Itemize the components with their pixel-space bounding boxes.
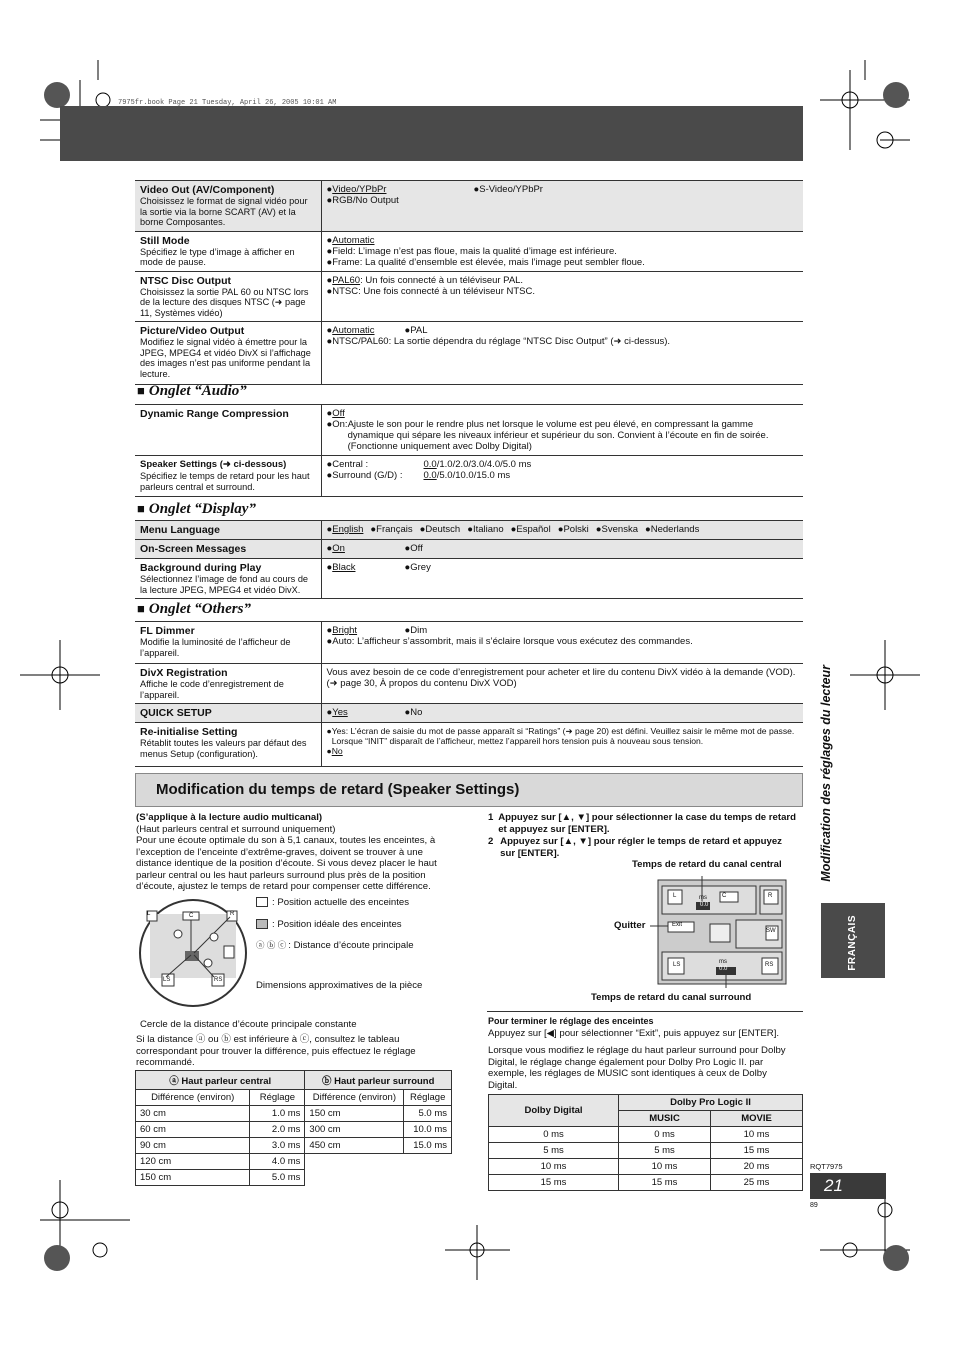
option[interactable]: Nederlands — [650, 524, 700, 535]
section-title: Modification du temps de retard (Speaker Settings) — [135, 773, 803, 807]
option-text: Ajuste le son pour le rendre plus net lorsque le volume est peu élevé, en compressant la gamme dynamique qui sépare les niveaux inférieur et supérieur du son. Convient à l’écoute en fin de soirée. (Fonctionne uniquement avec Dolby Digital) — [347, 419, 769, 452]
option[interactable]: Dim — [410, 625, 428, 636]
option-label: Central : — [332, 459, 369, 470]
table-row: 60 cm 2.0 ms 300 cm 10.0 ms — [136, 1122, 452, 1138]
option-default[interactable]: English — [332, 524, 364, 535]
setting-name: On-Screen Messages — [140, 543, 247, 555]
delay-difference-table — [135, 1070, 452, 1186]
option-text: : Un fois connecté à un téléviseur PAL. — [360, 274, 524, 286]
others-settings-table: FL Dimmer Modifie la luminosité de l’afficheur de l’appareil. ●Bright ●Dim ●Auto: L’afficheur s’assombrit, mais il s’éclaire lorsque vous exécutez des commandes. DivX Registration Affiche le code d’enregistrement de l’appareil. Vous avez besoin de ce code d’enregistrement pour acheter et lire du contenu DivX vidéo à la demande (VOD). (➜ page 30, À propos du contenu DivX VOD) QUICK SETUP ●Yes ●No Re-initialise Setting Rétablit toutes les valeurs par défaut des menus Setup (configuration). ● Yes: L’écran de saisie du mot de passe apparaît si “Ratings” (➜ page 20) est défini. Veuillez saisir le même mot de passe. Lorsque “INIT” disparaît de l’afficheur, mettez l’appareil hors tension puis à nouveau sous tension. ●No — [135, 621, 803, 767]
option-default[interactable]: Black — [332, 562, 356, 573]
central-delay-value[interactable]: 0.0 — [700, 902, 709, 908]
model-number: RQT7975 — [810, 1162, 843, 1171]
setting-name: Picture/Video Output — [140, 325, 245, 337]
table-subheader: Différence (environ) — [136, 1090, 250, 1106]
setting-name: Menu Language — [140, 524, 220, 536]
option[interactable]: Field: L’image n’est pas floue, mais la qualité d’image est inférieure. — [332, 245, 617, 257]
setting-desc: Modifie la luminosité de l’afficheur de l’appareil. — [140, 637, 291, 658]
setting-name: DivX Registration — [140, 667, 228, 679]
diagram-label: L — [147, 911, 151, 917]
option-default[interactable]: Video/YPbPr — [332, 184, 387, 195]
option[interactable]: Français — [376, 524, 413, 535]
screen-label-ms: ms — [699, 895, 707, 901]
audio-settings-table: Dynamic Range Compression ●Off ● On: Ajuste le son pour le rendre plus net lorsque le volume est peu élevé, en compressant la gamme dynamique qui sépare les niveaux inférieur et supérieur du son. Convient à l’écoute en fin de soirée. (Fonctionne uniquement avec Dolby Digital) Speaker Settings (➜ ci-dessous) Spécifiez le temps de retard pour les haut parleurs central et surround. ●Central : 0.0/1.0/2.0/3.0/4.0/5.0 ms ●Surround (G/D) : 0.0/5.0/10.0/15.0 ms — [135, 404, 803, 497]
setting-desc: Modifiez le signal vidéo à émettre pour la JPEG, MPEG4 et vidéo DivX si l’affichage des images n’est pas uniforme pendant la lecture. — [140, 337, 311, 379]
setting-name: Dynamic Range Compression — [140, 408, 289, 420]
book-line: 7975fr.book Page 21 Tuesday, April 26, 2005 10:01 AM — [118, 99, 337, 107]
setting-text: Vous avez besoin de ce code d’enregistrement pour acheter et lire du contenu DivX vidéo à la demande (VOD). (➜ page 30, À propos du contenu DivX VOD) — [326, 667, 796, 689]
option-values: /5.0/10.0/15.0 ms — [436, 470, 511, 481]
table-row: 150 cm 5.0 ms — [136, 1170, 452, 1186]
table-header: MUSIC — [619, 1111, 711, 1127]
central-delay-label: Temps de retard du canal central — [632, 859, 782, 870]
screen-label-c: C — [722, 893, 727, 899]
setting-desc: Spécifiez le type d’image à afficher en mode de pause. — [140, 246, 295, 267]
option[interactable]: RGB/No Output — [332, 195, 399, 206]
option-default[interactable]: On — [332, 543, 345, 554]
table-subheader: Réglage — [404, 1090, 452, 1106]
room-dimension-label: Dimensions approximatives de la pièce — [256, 980, 423, 991]
legend-ideal: : Position idéale des enceintes — [272, 919, 402, 930]
option[interactable]: PAL — [410, 325, 428, 336]
table-subheader: Différence (environ) — [305, 1090, 404, 1106]
option-default[interactable]: 0.0 — [423, 459, 437, 470]
table-header: Dolby Digital — [489, 1095, 619, 1127]
dolby-table — [488, 1094, 803, 1191]
intro-text — [136, 812, 454, 893]
diagram-label: RS — [214, 977, 223, 983]
display-heading: ■ Onglet “Display” — [137, 501, 256, 517]
exit-button[interactable]: Exit — [672, 922, 683, 928]
table-row: 120 cm 4.0 ms — [136, 1154, 452, 1170]
header-bar — [60, 106, 803, 161]
option-values: /1.0/2.0/3.0/4.0/5.0 ms — [436, 459, 532, 470]
option-default[interactable]: Automatic — [332, 234, 375, 246]
screen-label-ms: ms — [719, 959, 727, 965]
option[interactable]: Svenska — [601, 524, 638, 535]
option-default[interactable]: Yes — [332, 707, 348, 718]
table-subheader: Réglage — [250, 1090, 305, 1106]
small-page-number: 89 — [810, 1202, 818, 1209]
setting-name: QUICK SETUP — [140, 707, 212, 719]
option[interactable]: Español — [516, 524, 551, 535]
quit-label: Quitter — [614, 920, 646, 931]
setting-name: FL Dimmer — [140, 625, 195, 637]
table-row: 10 ms 10 ms 20 ms — [489, 1159, 803, 1175]
option-default[interactable]: PAL60 — [332, 274, 361, 286]
table-row: 30 cm 1.0 ms 150 cm 5.0 ms — [136, 1106, 452, 1122]
option[interactable]: Frame: La qualité d’ensemble est élevée, mais l’image peut sembler floue. — [332, 256, 645, 268]
setting-name: Video Out (AV/Component) — [140, 184, 275, 196]
option-default[interactable]: No — [331, 746, 343, 756]
option[interactable]: Yes: L’écran de saisie du mot de passe apparaît si “Ratings” (➜ page 20) est défini. Veuillez saisir le même mot de passe. Lorsque “INIT” disparaît de l’afficheur, mettez l’appareil hors tension puis à nouveau sous tension. — [331, 726, 795, 746]
step-2: 2 Appuyez sur [▲, ▼] pour régler le temps de retard et appuyez sur [ENTER]. — [488, 836, 782, 859]
screen-label-ls: LS — [673, 962, 681, 968]
setting-desc: Rétablit toutes les valeurs par défaut des menus Setup (configuration). — [140, 738, 307, 759]
legend: : Position actuelle des enceintes : Position idéale des enceintes ⓐ ⓑ ⓒ : Distance d’écoute principale — [256, 897, 414, 951]
table-header: Dolby Pro Logic II — [619, 1095, 803, 1111]
option[interactable]: Auto: L’afficheur s’assombrit, mais il s’éclaire lorsque vous exécutez des commandes. — [332, 636, 693, 647]
legend-distance: : Distance d’écoute principale — [288, 940, 414, 951]
surround-delay-value[interactable]: 0.0 — [719, 966, 728, 972]
option-default[interactable]: Bright — [332, 625, 358, 636]
distance-note: Si la distance ⓐ ou ⓑ est inférieure à ⓒ, consultez le tableau correspondant pour trouver la différence, puis effectuez le réglage recommandé. — [136, 1034, 416, 1068]
page-number: 21 — [810, 1173, 886, 1199]
table-row: 0 ms 0 ms 10 ms — [489, 1127, 803, 1143]
setting-desc: Choisissez le format de signal vidéo pour la sortie via la borne SCART (AV) et la borne Composantes. — [140, 196, 308, 227]
setting-name: Re-initialise Setting — [140, 726, 238, 738]
screen-label-l: L — [673, 893, 677, 899]
finish-block — [488, 1016, 803, 1039]
setting-name: NTSC Disc Output — [140, 274, 231, 287]
option[interactable]: Italiano — [472, 524, 504, 535]
setting-name: Still Mode — [140, 234, 190, 247]
intro-para: (Haut parleurs central et surround uniquement) Pour une écoute optimale du son à 5,1 canaux, toutes les enceintes, à l’exception de l’enceinte d’extrême-graves, doivent se trouver à une distance identique de la position d’écoute. Si vous devez placer le haut parleur central ou les haut parleurs surround plus près de la position d’écoute, ajustez le temps de retard pour compenser cette différence. — [136, 823, 437, 892]
table-header: ⓑ Haut parleur surround — [305, 1071, 452, 1090]
table-header: ⓐ Haut parleur central — [136, 1071, 305, 1090]
setting-name: Background during Play — [140, 562, 262, 574]
option-default[interactable]: 0.0 — [423, 470, 437, 481]
screen-label-rs: RS — [765, 962, 774, 968]
legend-current: : Position actuelle des enceintes — [272, 897, 410, 908]
option[interactable]: Off — [410, 543, 423, 554]
diagram-label: LS — [163, 977, 171, 983]
chapter-title-vertical: Modification des réglages du lecteur — [819, 665, 833, 882]
circle-label: Cercle de la distance d’écoute principale constante — [140, 1019, 357, 1030]
speaker-layout-diagram — [136, 895, 256, 1015]
setting-name: Speaker Settings (➜ ci-dessous) — [140, 459, 287, 470]
audio-heading: ■ Onglet “Audio” — [137, 383, 247, 399]
setting-desc: Choisissez la sortie PAL 60 ou NTSC lors de la lecture des disques NTSC (➜ page 11, Systèmes vidéo) — [140, 286, 309, 318]
option-label: Surround (G/D) : — [332, 470, 403, 481]
option[interactable]: NTSC: Une fois connecté à un téléviseur NTSC. — [332, 285, 536, 297]
screen-label-sw: SW — [766, 928, 776, 934]
option[interactable]: NTSC/PAL60: La sortie dépendra du réglage “NTSC Disc Output” (➜ ci-dessus). — [332, 336, 671, 347]
table-row: 90 cm 3.0 ms 450 cm 15.0 ms — [136, 1138, 452, 1154]
step-1: 1 Appuyez sur [▲, ▼] pour sélectionner la case du temps de retard et appuyez sur [ENTER]. — [488, 812, 797, 835]
display-settings-table: Menu Language ●English ●Français ●Deutsch ●Italiano ●Español ●Polski ●Svenska ●Nederlands On-Screen Messages ●On ●Off Background during Play Sélectionnez l’image de fond au cours de la lecture JPEG, MPEG4 et vidéo DivX. ●Black ●Grey — [135, 520, 803, 599]
finish-title: Pour terminer le réglage des enceintes — [488, 1016, 654, 1026]
setting-desc: Spécifiez le temps de retard pour les haut parleurs central et surround. — [140, 471, 310, 492]
screen-label-r: R — [768, 893, 773, 899]
diagram-label: R — [230, 911, 235, 917]
table-row: 15 ms 15 ms 25 ms — [489, 1175, 803, 1191]
option[interactable]: Grey — [410, 562, 431, 573]
option-default[interactable]: Automatic — [332, 325, 375, 336]
option[interactable]: Deutsch — [425, 524, 461, 535]
diagram-label: C — [189, 913, 194, 919]
surround-delay-label: Temps de retard du canal surround — [591, 992, 752, 1003]
finish-text: Appuyez sur [◀] pour sélectionner “Exit”, puis appuyez sur [ENTER]. — [488, 1027, 780, 1039]
others-heading: ■ Onglet “Others” — [137, 601, 251, 617]
setting-desc: Sélectionnez l’image de fond au cours de la lecture JPEG, MPEG4 et vidéo DivX. — [140, 574, 309, 595]
setting-desc: Affiche le code d’enregistrement de l’appareil. — [140, 679, 284, 700]
divider — [487, 1011, 803, 1012]
option[interactable]: No — [410, 707, 423, 718]
table-row: 5 ms 5 ms 15 ms — [489, 1143, 803, 1159]
table-header: MOVIE — [711, 1111, 803, 1127]
dolby-note: Lorsque vous modifiez le réglage du haut parleur surround pour Dolby Digital, le réglage change également pour Dolby Pro Logic II. par exemple, les réglages de MUSIC sont identiques à ceux de Dolby Digital. — [488, 1045, 786, 1091]
intro-bold: (S’applique à la lecture audio multicanal) — [136, 812, 323, 823]
option[interactable]: S-Video/YPbPr — [479, 184, 543, 195]
option-default[interactable]: Off — [332, 408, 345, 419]
language-tab: FRANÇAIS — [821, 903, 885, 978]
option-label[interactable]: On: — [332, 419, 348, 430]
option[interactable]: Polski — [563, 524, 589, 535]
video-settings-table: Video Out (AV/Component) Choisissez le format de signal vidéo pour la sortie via la borne SCART (AV) et la borne Composantes. ●Video/YPbPr ●S-Video/YPbPr ●RGB/No Output Still Mode Spécifiez le type d’image à afficher en mode de pause. ●Automatic ●Field: L’image n’est pas floue, mais la qualité d’image est inférieure. ●Frame: La qualité d’ensemble est élevée, mais l’image peut sembler floue. NTSC Disc Output Choisissez la sortie PAL 60 ou NTSC lors de la lecture des disques NTSC (➜ page 11, Systèmes vidéo) ●PAL60: Un fois connecté à un téléviseur PAL. ●NTSC: Une fois connecté à un téléviseur NTSC. Picture/Video Output Modifiez le signal vidéo à émettre pour la JPEG, MPEG4 et vidéo DivX si l’affichage des images n’est pas uniforme pendant la lecture. ●Automatic ●PAL ●NTSC/PAL60: La sortie dépendra du réglage “NTSC Disc Output” (➜ ci-dessus). — [135, 180, 803, 385]
